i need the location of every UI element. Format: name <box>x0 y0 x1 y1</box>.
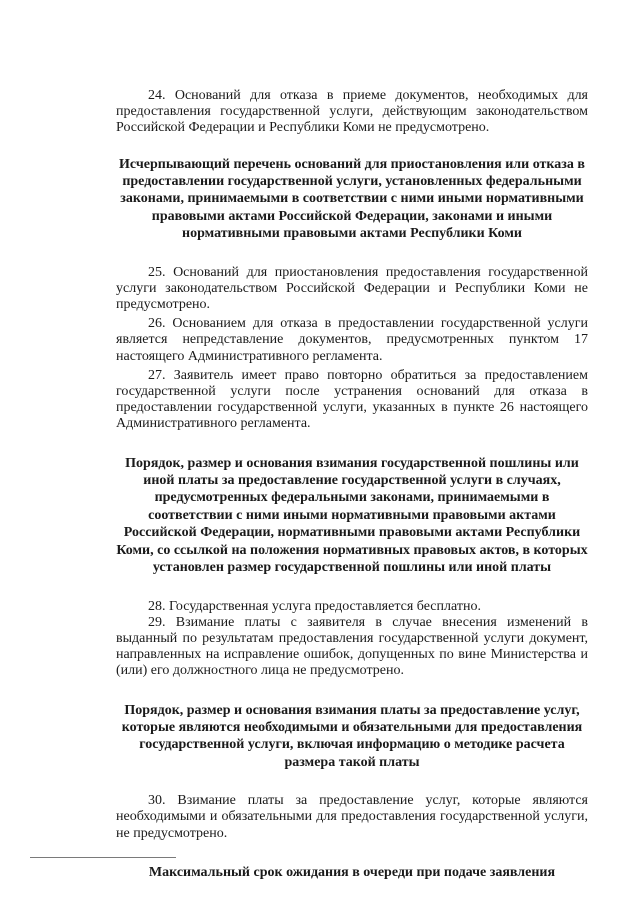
paragraph-24: 24. Оснований для отказа в приеме документов, необходимых для предоставления государственной услуги, действующим законодательством Российской Федерации и Республики Коми не предусмотрено. <box>116 88 588 136</box>
section-heading-queue-waiting-time: Максимальный срок ожидания в очереди при подаче заявления <box>148 864 556 880</box>
spacer <box>116 680 588 702</box>
paragraph-30: 30. Взимание платы за предоставление услуг, которые являются необходимыми и обязательными для предоставления государственной услуги, не предусмотрено. <box>116 793 588 841</box>
spacer <box>116 577 588 599</box>
footnote-divider-line <box>30 857 176 858</box>
spacer <box>116 771 588 793</box>
paragraph-28: 28. Государственная услуга предоставляется бесплатно. <box>148 598 481 614</box>
section-heading-state-fee: Порядок, размер и основания взимания государственной пошлины или иной платы за предоставление государственной услуги в случаях, предусмотренных федеральными законами, принимаемыми в соответствии с ними иными нормативными правовыми актами Российской Федерации, нормативными правовыми актами Республики Коми, со ссылкой на положения нормативных правовых актов, в которых установлен размер государственной пошлины или иной платы <box>116 455 588 576</box>
spacer <box>116 243 588 265</box>
spacer <box>116 433 588 455</box>
paragraph-26: 26. Основанием для отказа в предоставлении государственной услуги является непредставление документов, предусмотренных пунктом 17 настоящего Административного регламента. <box>116 316 588 364</box>
spacer <box>116 137 588 156</box>
section-heading-fee-for-required-services: Порядок, размер и основания взимания платы за предоставление услуг, которые являются необходимыми и обязательными для предоставления государственной услуги, включая информацию о методике расчета размера такой платы <box>121 702 583 770</box>
paragraph-25: 25. Оснований для приостановления предоставления государственной услуги законодательством Российской Федерации и Республики Коми не предусмотрено. <box>116 264 588 313</box>
paragraph-29: 29. Взимание платы с заявителя в случае внесения изменений в выданный по результатам предоставления государственной услуги документ, направленных на исправление ошибок, допущенных по вине Министерства и (или) его должностного лица не предусмотрено. <box>116 614 588 679</box>
paragraph-27: 27. Заявитель имеет право повторно обратиться за предоставлением государственной услуги после устранения оснований для отказа в предоставлении государственной услуги, указанных в пункте 26 настоящего Административного регламента. <box>116 367 588 432</box>
section-heading-grounds-for-suspension: Исчерпывающий перечень оснований для приостановления или отказа в предоставлении государственной услуги, установленных федеральными законами, принимаемыми в соответствии с ними иными нормативными правовыми актами Российской Федерации, законами и иными нормативными правовыми актами Республики Коми <box>119 156 585 242</box>
spacer <box>116 842 588 864</box>
document-body <box>116 88 588 881</box>
